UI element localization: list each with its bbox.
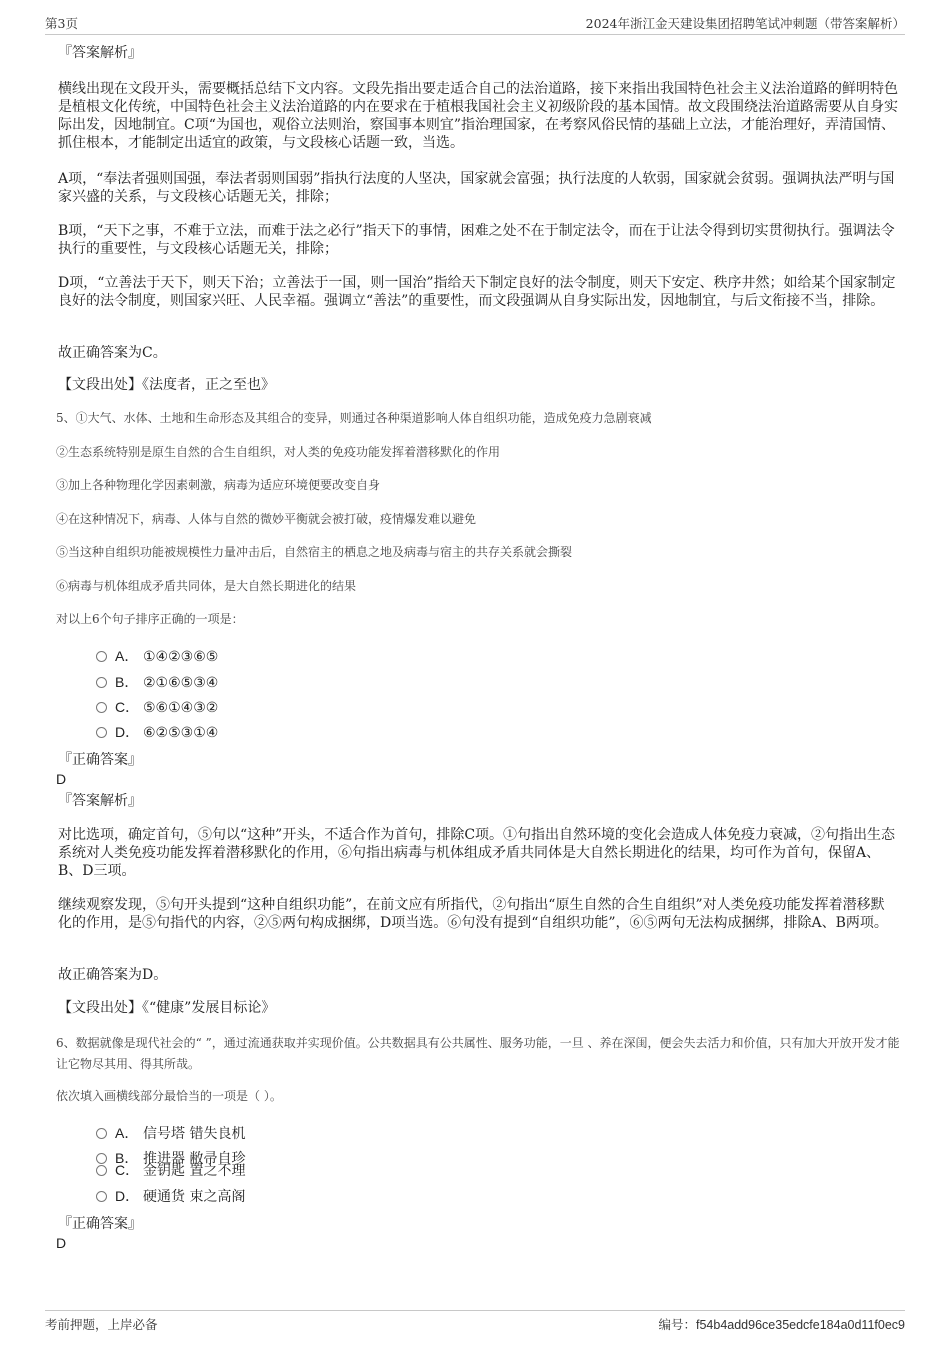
radio-icon[interactable] [96, 1165, 107, 1176]
q5-analysis-para-2: 继续观察发现，⑤句开头提到“这种自组织功能”，在前文应有所指代，②句指出“原生自然的合生自组织”对人类免疫功能发挥着潜移默化的作用，是⑤句指代的内容，②⑤两句构成捆绑，D项当选。⑥句没有提到“自组织功能”，⑥⑤两句无法构成捆绑，排除A、B两项。 [58, 897, 888, 931]
page-number: 第3页 [45, 16, 78, 31]
document-id: 编号：f54b4add96ce35edcfe184a0d11f0ec9 [658, 1318, 905, 1332]
radio-icon[interactable] [96, 651, 107, 662]
q4-analysis-para-2: A项，“奉法者强则国强，奉法者弱则国弱”指执行法度的人坚决，国家就会富强；执行法度的人软弱，国家就会贫弱。强调执法严明与国家兴盛的关系，与文段核心话题无关，排除； [58, 171, 895, 205]
q5-correct-answer: D [56, 771, 67, 787]
q5-option-b[interactable]: B． ②①⑥⑤③④ [96, 672, 218, 692]
q5-sentence-1: 5、①大气、水体、土地和生命形态及其组合的变异，则通过各种渠道影响人体自组织功能，造成免疫力急剧衰减 [56, 411, 652, 425]
document-title: 2024年浙江金天建设集团招聘笔试冲刺题（带答案解析） [585, 16, 905, 31]
q5-source: 【文段出处】《“健康”发展目标论》 [58, 1000, 276, 1016]
q5-sentence-2: ②生态系统特别是原生自然的合生自组织，对人类的免疫功能发挥着潜移默化的作用 [56, 445, 501, 459]
q5-analysis-label: 『答案解析』 [58, 793, 142, 809]
q4-analysis-para-1: 横线出现在文段开头，需要概括总结下文内容。文段先指出要走适合自己的法治道路，接下来指出我国特色社会主义法治道路的鲜明特色是植根文化传统，中国特色社会主义法治道路的内在要求在于植根我国社会主义初级阶段的基本国情。故文段围绕法治道路需要从自身实际出发，因地制宜。C项“为国也，观俗立法则治，察国事本则宜”指治理国家，在考察风俗民情的基础上立法，才能治理好，弄清国情、抓住根本，才能制定出适宜的政策，与文段核心话题一致，当选。 [58, 81, 898, 151]
q6-option-d[interactable]: D． 硬通货 束之高阁 [96, 1186, 245, 1206]
footer-slogan: 考前押题，上岸必备 [45, 1317, 158, 1332]
q5-option-d[interactable]: D． ⑥②⑤③①④ [96, 722, 218, 742]
q5-sentence-3: ③加上各种物理化学因素刺激，病毒为适应环境便要改变自身 [56, 478, 381, 492]
q6-option-c[interactable]: C． 金钥匙 置之不理 [96, 1160, 245, 1180]
q4-conclusion: 故正确答案为C。 [58, 345, 167, 361]
q6-option-b[interactable]: B． 推进器 敝帚自珍 [96, 1148, 245, 1168]
q6-correct-label: 『正确答案』 [58, 1216, 142, 1232]
radio-icon[interactable] [96, 1191, 107, 1202]
q5-sentence-6: ⑥病毒与机体组成矛盾共同体，是大自然长期进化的结果 [56, 579, 357, 593]
q6-prompt: 依次填入画横线部分最恰当的一项是（ ）。 [56, 1089, 282, 1103]
radio-icon[interactable] [96, 727, 107, 738]
q5-analysis-para-1: 对比选项，确定首句，⑤句以“这种”开头，不适合作为首句，排除C项。①句指出自然环境的变化会造成人体免疫力衰减，②句指出生态系统对人类免疫功能发挥着潜移默化的作用，⑥句指出病毒与机体组成矛盾共同体是大自然长期进化的结果，均可作为首句，保留A、B、D三项。 [58, 827, 896, 879]
radio-icon[interactable] [96, 1128, 107, 1139]
q4-analysis-para-4: D项，“立善法于天下，则天下治；立善法于一国，则一国治”指给天下制定良好的法令制度，则天下安定、秩序井然；如给某个国家制定良好的法令制度，则国家兴旺、人民幸福。强调立“善法”的重要性，而文段强调从自身实际出发，因地制宜，与后文衔接不当，排除。 [58, 275, 896, 309]
q6-option-a[interactable]: A． 信号塔 错失良机 [96, 1123, 245, 1143]
radio-icon[interactable] [96, 677, 107, 688]
q5-sentence-5: ⑤当这种自组织功能被规模性力量冲击后，自然宿主的栖息之地及病毒与宿主的共存关系就会撕裂 [56, 545, 573, 559]
q6-stem: 6、数据就像是现代社会的“ ”，通过流通获取并实现价值。公共数据具有公共属性、服务功能，一旦 、养在深闺，便会失去活力和价值，只有加大开放开发才能让它物尽其用、得其所哉。 [56, 1036, 900, 1071]
q5-option-c[interactable]: C． ⑤⑥①④③② [96, 697, 218, 717]
radio-icon[interactable] [96, 702, 107, 713]
q6-correct-answer: D [56, 1235, 67, 1251]
q5-correct-label: 『正确答案』 [58, 752, 142, 768]
q4-analysis-para-3: B项，“天下之事，不难于立法，而难于法之必行”指天下的事情，困难之处不在于制定法令，而在于让法令得到切实贯彻执行。强调法令执行的重要性，与文段核心话题无关，排除； [58, 223, 895, 257]
q5-conclusion: 故正确答案为D。 [58, 967, 168, 983]
q4-analysis-label: 『答案解析』 [58, 45, 142, 61]
q5-sentence-4: ④在这种情况下，病毒、人体与自然的微妙平衡就会被打破，疫情爆发难以避免 [56, 512, 477, 526]
page-footer [45, 1310, 905, 1335]
page-header [45, 14, 905, 35]
q5-option-a[interactable]: A． ①④②③⑥⑤ [96, 646, 218, 666]
q5-prompt: 对以上6个句子排序正确的一项是： [56, 612, 244, 626]
q4-source: 【文段出处】《法度者，正之至也》 [58, 377, 275, 393]
